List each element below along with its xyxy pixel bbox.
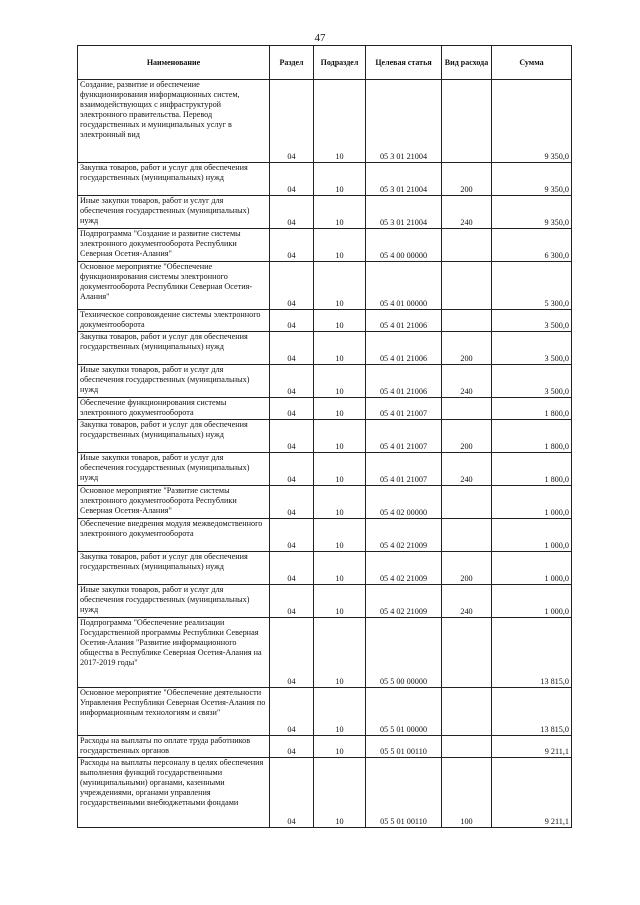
- column-header-name: Наименование: [78, 46, 270, 80]
- table-row: [78, 398, 572, 420]
- cell-expense-type: 100: [442, 758, 492, 828]
- cell-amount: 9 350,0: [492, 196, 572, 229]
- cell-expense-type: [442, 736, 492, 758]
- cell-subsection: 10: [314, 229, 366, 262]
- cell-section: 04: [270, 80, 314, 163]
- cell-amount: 1 000,0: [492, 519, 572, 552]
- cell-target: 05 3 01 21004: [366, 196, 442, 229]
- cell-subsection: 10: [314, 736, 366, 758]
- cell-expense-type: [442, 398, 492, 420]
- cell-expense-type: [442, 229, 492, 262]
- cell-subsection: 10: [314, 262, 366, 310]
- cell-section: 04: [270, 196, 314, 229]
- cell-section: 04: [270, 736, 314, 758]
- cell-section: 04: [270, 163, 314, 196]
- cell-subsection: 10: [314, 486, 366, 519]
- cell-target: 05 5 01 00110: [366, 736, 442, 758]
- cell-subsection: 10: [314, 398, 366, 420]
- cell-subsection: 10: [314, 196, 366, 229]
- cell-name: Закупка товаров, работ и услуг для обеспечения государственных (муниципальных) нужд: [78, 420, 270, 453]
- cell-section: 04: [270, 398, 314, 420]
- cell-subsection: 10: [314, 453, 366, 486]
- cell-expense-type: [442, 80, 492, 163]
- cell-section: 04: [270, 310, 314, 332]
- cell-subsection: 10: [314, 758, 366, 828]
- cell-expense-type: [442, 486, 492, 519]
- table-row: [78, 552, 572, 585]
- cell-amount: 1 000,0: [492, 552, 572, 585]
- table-row: [78, 688, 572, 736]
- cell-target: 05 4 01 21006: [366, 310, 442, 332]
- cell-expense-type: 240: [442, 453, 492, 486]
- cell-amount: 9 350,0: [492, 163, 572, 196]
- cell-subsection: 10: [314, 618, 366, 688]
- cell-subsection: 10: [314, 163, 366, 196]
- cell-amount: 9 350,0: [492, 80, 572, 163]
- cell-name: Техническое сопровождение системы электронного документооборота: [78, 310, 270, 332]
- table-row: [78, 618, 572, 688]
- budget-table: [77, 45, 572, 828]
- cell-target: 05 3 01 21004: [366, 80, 442, 163]
- cell-name: Расходы на выплаты персоналу в целях обеспечения выполнения функций государственными (муниципальными) органами, казенными учреждениями, органами управления государственными внебюджетными фондами: [78, 758, 270, 828]
- cell-amount: 13 815,0: [492, 688, 572, 736]
- cell-name: Закупка товаров, работ и услуг для обеспечения государственных (муниципальных) нужд: [78, 332, 270, 365]
- table-row: [78, 80, 572, 163]
- cell-expense-type: 200: [442, 332, 492, 365]
- cell-target: 05 4 00 00000: [366, 229, 442, 262]
- cell-target: 05 5 01 00000: [366, 688, 442, 736]
- cell-expense-type: 240: [442, 365, 492, 398]
- cell-subsection: 10: [314, 519, 366, 552]
- table-row: [78, 196, 572, 229]
- cell-expense-type: [442, 262, 492, 310]
- cell-target: 05 5 01 00110: [366, 758, 442, 828]
- cell-target: 05 4 02 21009: [366, 585, 442, 618]
- cell-subsection: 10: [314, 80, 366, 163]
- cell-amount: 1 800,0: [492, 453, 572, 486]
- cell-target: 05 4 01 00000: [366, 262, 442, 310]
- column-header-section: Раздел: [270, 46, 314, 80]
- column-header-subsection: Подраздел: [314, 46, 366, 80]
- table-row: [78, 365, 572, 398]
- table-body: [78, 80, 572, 828]
- table-row: [78, 736, 572, 758]
- cell-section: 04: [270, 453, 314, 486]
- cell-target: 05 4 01 21006: [366, 365, 442, 398]
- cell-amount: 1 800,0: [492, 420, 572, 453]
- cell-expense-type: 200: [442, 163, 492, 196]
- cell-expense-type: 240: [442, 196, 492, 229]
- cell-name: Создание, развитие и обеспечение функционирования информационных систем, взаимодействующих с инфраструктурой электронного правительства. Перевод государственных и муниципальных услуг в электронный вид: [78, 80, 270, 163]
- cell-name: Обеспечение внедрения модуля межведомственного электронного документооборота: [78, 519, 270, 552]
- column-header-target: Целевая статья: [366, 46, 442, 80]
- cell-name: Иные закупки товаров, работ и услуг для обеспечения государственных (муниципальных) нужд: [78, 196, 270, 229]
- cell-name: Закупка товаров, работ и услуг для обеспечения государственных (муниципальных) нужд: [78, 552, 270, 585]
- cell-subsection: 10: [314, 310, 366, 332]
- cell-section: 04: [270, 519, 314, 552]
- cell-target: 05 4 01 21007: [366, 420, 442, 453]
- cell-section: 04: [270, 420, 314, 453]
- cell-expense-type: 200: [442, 420, 492, 453]
- cell-amount: 1 000,0: [492, 486, 572, 519]
- cell-expense-type: 200: [442, 552, 492, 585]
- cell-section: 04: [270, 552, 314, 585]
- cell-section: 04: [270, 486, 314, 519]
- cell-section: 04: [270, 365, 314, 398]
- table-row: [78, 163, 572, 196]
- cell-expense-type: [442, 519, 492, 552]
- table-header-row: [78, 46, 572, 80]
- cell-name: Иные закупки товаров, работ и услуг для обеспечения государственных (муниципальных) нужд: [78, 585, 270, 618]
- table-row: [78, 486, 572, 519]
- cell-target: 05 3 01 21004: [366, 163, 442, 196]
- cell-expense-type: [442, 618, 492, 688]
- cell-name: Обеспечение функционирования системы электронного документооборота: [78, 398, 270, 420]
- cell-target: 05 4 01 21007: [366, 453, 442, 486]
- cell-amount: 6 300,0: [492, 229, 572, 262]
- cell-amount: 1 000,0: [492, 585, 572, 618]
- cell-section: 04: [270, 262, 314, 310]
- cell-name: Основное мероприятие "Обеспечение деятельности Управления Республики Северная Осетия-Алания по информационным технологиям и связи": [78, 688, 270, 736]
- table-row: [78, 585, 572, 618]
- cell-amount: 3 500,0: [492, 332, 572, 365]
- cell-subsection: 10: [314, 420, 366, 453]
- column-header-amount: Сумма: [492, 46, 572, 80]
- table-row: [78, 332, 572, 365]
- cell-target: 05 4 02 00000: [366, 486, 442, 519]
- cell-amount: 3 500,0: [492, 310, 572, 332]
- table-row: [78, 758, 572, 828]
- cell-name: Подпрограмма "Создание и развитие системы электронного документооборота Республики Северная Осетия-Алания": [78, 229, 270, 262]
- cell-expense-type: 240: [442, 585, 492, 618]
- cell-expense-type: [442, 310, 492, 332]
- cell-name: Подпрограмма "Обеспечение реализации Государственной программы Республики Северная Осетия-Алания "Развитие информационного общества в Республике Северная Осетия-Алания на 2017-2019 годы": [78, 618, 270, 688]
- cell-section: 04: [270, 758, 314, 828]
- cell-amount: 1 800,0: [492, 398, 572, 420]
- page-number: 47: [314, 32, 326, 44]
- cell-section: 04: [270, 229, 314, 262]
- column-header-expense-type: Вид расхода: [442, 46, 492, 80]
- cell-amount: 3 500,0: [492, 365, 572, 398]
- cell-amount: 13 815,0: [492, 618, 572, 688]
- cell-section: 04: [270, 585, 314, 618]
- cell-name: Основное мероприятие "Развитие системы электронного документооборота Республики Северная Осетия-Алания": [78, 486, 270, 519]
- table-row: [78, 229, 572, 262]
- table-row: [78, 453, 572, 486]
- cell-target: 05 4 01 21007: [366, 398, 442, 420]
- cell-subsection: 10: [314, 585, 366, 618]
- cell-target: 05 4 02 21009: [366, 552, 442, 585]
- table-row: [78, 310, 572, 332]
- table-row: [78, 262, 572, 310]
- cell-section: 04: [270, 618, 314, 688]
- cell-amount: 9 211,1: [492, 758, 572, 828]
- cell-name: Иные закупки товаров, работ и услуг для обеспечения государственных (муниципальных) нужд: [78, 453, 270, 486]
- cell-amount: 5 300,0: [492, 262, 572, 310]
- cell-subsection: 10: [314, 688, 366, 736]
- cell-target: 05 4 02 21009: [366, 519, 442, 552]
- cell-amount: 9 211,1: [492, 736, 572, 758]
- table-row: [78, 519, 572, 552]
- cell-name: Закупка товаров, работ и услуг для обеспечения государственных (муниципальных) нужд: [78, 163, 270, 196]
- cell-section: 04: [270, 332, 314, 365]
- cell-target: 05 4 01 21006: [366, 332, 442, 365]
- cell-subsection: 10: [314, 332, 366, 365]
- cell-section: 04: [270, 688, 314, 736]
- cell-name: Иные закупки товаров, работ и услуг для обеспечения государственных (муниципальных) нужд: [78, 365, 270, 398]
- table-row: [78, 420, 572, 453]
- cell-target: 05 5 00 00000: [366, 618, 442, 688]
- cell-subsection: 10: [314, 552, 366, 585]
- cell-subsection: 10: [314, 365, 366, 398]
- cell-name: Основное мероприятие "Обеспечение функционирования системы электронного документооборота Республики Северная Осетия-Алания": [78, 262, 270, 310]
- cell-name: Расходы на выплаты по оплате труда работников государственных органов: [78, 736, 270, 758]
- cell-expense-type: [442, 688, 492, 736]
